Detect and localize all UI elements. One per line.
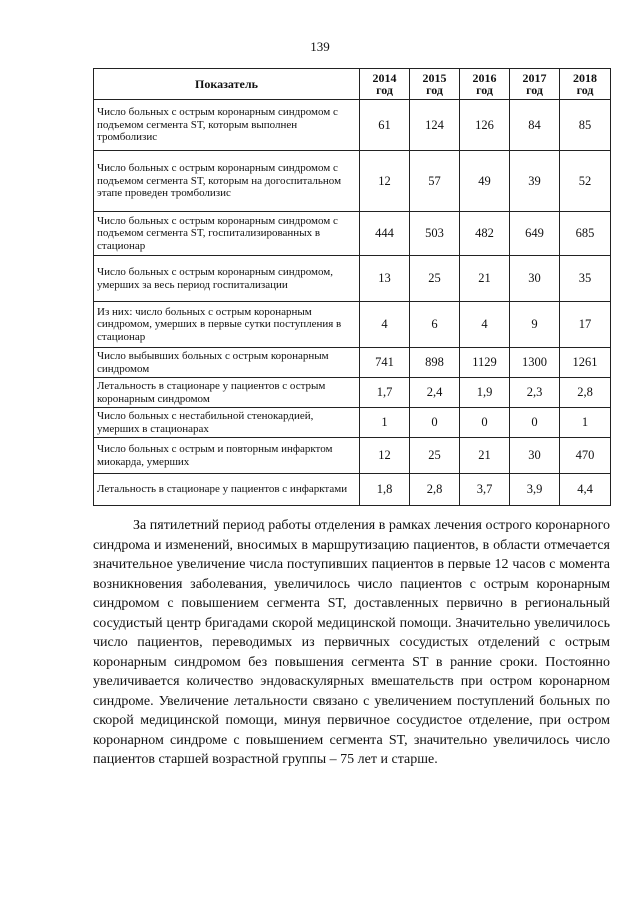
row-label: Летальность в стационаре у пациентов с острым коронарным синдромом [94,378,360,408]
cell-value: 3,9 [510,474,560,506]
cell-value: 85 [560,100,611,151]
header-year-suffix: год [476,83,493,97]
cell-value: 12 [360,438,410,474]
header-year [460,69,510,100]
header-year-value: 2015 [422,70,447,85]
cell-value: 61 [360,100,410,151]
header-year-suffix: год [376,83,393,97]
cell-value: 741 [360,348,410,378]
cell-value: 470 [560,438,611,474]
row-label: Число больных с острым коронарным синдромом с подъемом сегмента ST, которым выполнен тромболизис [94,100,360,151]
statistics-table [93,68,611,506]
cell-value: 444 [360,212,410,256]
cell-value: 2,8 [560,378,611,408]
row-label: Число больных с нестабильной стенокардией, умерших в стационарах [94,408,360,438]
table-row [94,212,611,256]
header-year-value: 2017 [522,70,547,85]
table-row [94,256,611,302]
cell-value: 482 [460,212,510,256]
header-indicator: Показатель [94,69,360,100]
cell-value: 2,3 [510,378,560,408]
cell-value: 9 [510,302,560,348]
cell-value: 25 [410,438,460,474]
cell-value: 57 [410,151,460,212]
cell-value: 3,7 [460,474,510,506]
table-header-row [94,69,611,100]
cell-value: 1,9 [460,378,510,408]
table-row [94,151,611,212]
header-year [410,69,460,100]
cell-value: 503 [410,212,460,256]
cell-value: 126 [460,100,510,151]
cell-value: 49 [460,151,510,212]
body-paragraph: За пятилетний период работы отделения в рамках лечения острого коронарного синдрома и изменений, вносимых в маршрутизацию пациентов, в области отмечается значительное увеличение числа поступивших пациентов в первые 12 часов с момента возникновения заболевания, увеличилось число пациентов с острым коронарным синдромом с повышением сегмента ST, доставленных первично в региональный сосудистый центр бригадами скорой медицинской помощи. Значительно увеличилось число пациентов, переводимых из первичных сосудистых отделений с острым коронарным синдромом без повышения сегмента ST в ранние сроки. Постоянно увеличивается количество эндоваскулярных вмешательств при остром коронарном синдроме. Увеличение летальности связано с увеличением поступлений больных по скорой медицинской помощи, минуя первичное сосудистое отделение, при остром коронарном синдроме с повышением сегмента ST, значительно увеличилось число пациентов старшей возрастной группы – 75 лет и старше. [93,518,610,767]
cell-value: 1 [360,408,410,438]
table-row [94,438,611,474]
cell-value: 2,8 [410,474,460,506]
cell-value: 1261 [560,348,611,378]
table-row [94,348,611,378]
cell-value: 84 [510,100,560,151]
cell-value: 0 [510,408,560,438]
table-row [94,474,611,506]
header-year [560,69,611,100]
cell-value: 39 [510,151,560,212]
table-row [94,302,611,348]
cell-value: 30 [510,256,560,302]
cell-value: 2,4 [410,378,460,408]
cell-value: 1,8 [360,474,410,506]
cell-value: 6 [410,302,460,348]
cell-value: 30 [510,438,560,474]
row-label: Летальность в стационаре у пациентов с инфарктами [94,474,360,506]
header-year-value: 2018 [573,70,597,85]
cell-value: 0 [410,408,460,438]
row-label: Число выбывших больных с острым коронарным синдромом [94,348,360,378]
header-year-suffix: год [426,83,443,97]
table-row [94,378,611,408]
cell-value: 17 [560,302,611,348]
cell-value: 52 [560,151,611,212]
cell-value: 4 [460,302,510,348]
cell-value: 1,7 [360,378,410,408]
cell-value: 1300 [510,348,560,378]
header-year-suffix: год [526,83,543,97]
cell-value: 12 [360,151,410,212]
cell-value: 1129 [460,348,510,378]
cell-value: 124 [410,100,460,151]
cell-value: 21 [460,438,510,474]
cell-value: 898 [410,348,460,378]
cell-value: 685 [560,212,611,256]
header-year [360,69,410,100]
cell-value: 4,4 [560,474,611,506]
cell-value: 1 [560,408,611,438]
row-label: Число больных с острым коронарным синдромом с подъемом сегмента ST, госпитализированных в стационар [94,212,360,256]
row-label: Из них: число больных с острым коронарным синдромом, умерших в первые сутки поступления в стационар [94,302,360,348]
header-year [510,69,560,100]
cell-value: 649 [510,212,560,256]
cell-value: 0 [460,408,510,438]
row-label: Число больных с острым коронарным синдромом с подъемом сегмента ST, которым на догоспитальном этапе проведен тромболизис [94,151,360,212]
header-year-value: 2016 [472,70,497,85]
header-year-suffix: год [576,83,594,97]
table-row [94,100,611,151]
page-number: 139 [310,39,330,54]
cell-value: 13 [360,256,410,302]
cell-value: 4 [360,302,410,348]
cell-value: 25 [410,256,460,302]
cell-value: 35 [560,256,611,302]
row-label: Число больных с острым коронарным синдромом, умерших за весь период госпитализации [94,256,360,302]
table-row [94,408,611,438]
header-year-value: 2014 [372,70,397,85]
row-label: Число больных с острым и повторным инфарктом миокарда, умерших [94,438,360,474]
cell-value: 21 [460,256,510,302]
